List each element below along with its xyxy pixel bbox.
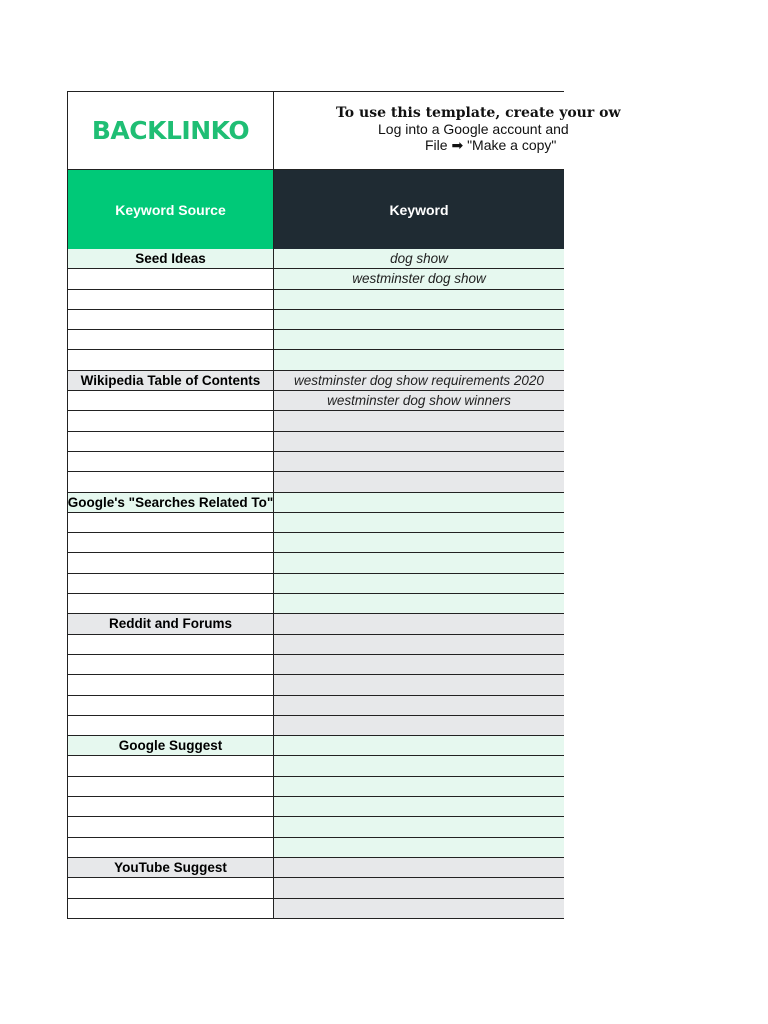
table-body — [68, 249, 564, 919]
keyword-source-cell[interactable] — [68, 432, 274, 451]
keyword-cell[interactable] — [274, 330, 564, 349]
table-row — [68, 533, 564, 553]
table-row — [68, 452, 564, 472]
instructions-line-1: Log into a Google account and — [378, 121, 569, 137]
keyword-cell[interactable] — [274, 675, 564, 694]
keyword-cell[interactable] — [274, 635, 564, 654]
keyword-cell[interactable] — [274, 452, 564, 471]
keyword-source-cell[interactable]: Seed Ideas — [68, 249, 274, 268]
table-row — [68, 472, 564, 492]
table-row — [68, 797, 564, 817]
keyword-cell[interactable] — [274, 716, 564, 735]
keyword-source-cell[interactable] — [68, 655, 274, 674]
keyword-cell[interactable] — [274, 350, 564, 369]
keyword-cell[interactable] — [274, 777, 564, 796]
table-row — [68, 878, 564, 898]
table-row — [68, 696, 564, 716]
backlinko-logo: BACKLINKO — [91, 116, 250, 145]
keyword-cell[interactable] — [274, 594, 564, 613]
keyword-source-cell[interactable] — [68, 411, 274, 430]
keyword-source-cell[interactable] — [68, 533, 274, 552]
table-row — [68, 756, 564, 776]
keyword-cell[interactable]: westminster dog show requirements 2020 — [274, 371, 564, 390]
keyword-cell[interactable] — [274, 574, 564, 593]
table-row — [68, 310, 564, 330]
table-row — [68, 614, 564, 634]
keyword-source-cell[interactable] — [68, 472, 274, 491]
table-row — [68, 736, 564, 756]
table-row — [68, 513, 564, 533]
keyword-source-cell[interactable] — [68, 553, 274, 572]
column-header-keyword[interactable]: Keyword — [274, 170, 564, 249]
keyword-sheet — [67, 91, 621, 919]
keyword-cell[interactable] — [274, 553, 564, 572]
table-row — [68, 635, 564, 655]
keyword-cell[interactable] — [274, 411, 564, 430]
table-row — [68, 817, 564, 837]
keyword-cell[interactable] — [274, 756, 564, 775]
table-row — [68, 675, 564, 695]
keyword-source-cell[interactable]: Google Suggest — [68, 736, 274, 755]
column-header-row — [68, 170, 564, 249]
keyword-source-cell[interactable]: YouTube Suggest — [68, 858, 274, 877]
keyword-cell[interactable] — [274, 858, 564, 877]
keyword-source-cell[interactable] — [68, 777, 274, 796]
keyword-source-cell[interactable] — [68, 635, 274, 654]
keyword-source-cell[interactable] — [68, 716, 274, 735]
keyword-cell[interactable] — [274, 614, 564, 633]
keyword-cell[interactable] — [274, 513, 564, 532]
keyword-source-cell[interactable] — [68, 330, 274, 349]
keyword-cell[interactable] — [274, 797, 564, 816]
table-row — [68, 858, 564, 878]
keyword-cell[interactable]: westminster dog show winners — [274, 391, 564, 410]
table-row — [68, 249, 564, 269]
keyword-source-cell[interactable] — [68, 452, 274, 471]
table-row — [68, 777, 564, 797]
table-row — [68, 432, 564, 452]
keyword-cell[interactable] — [274, 310, 564, 329]
keyword-cell[interactable]: westminster dog show — [274, 269, 564, 288]
keyword-source-cell[interactable] — [68, 269, 274, 288]
column-header-keyword-source[interactable]: Keyword Source — [68, 170, 274, 249]
keyword-cell[interactable]: dog show — [274, 249, 564, 268]
keyword-cell[interactable] — [274, 472, 564, 491]
keyword-cell[interactable] — [274, 493, 564, 512]
keyword-source-cell[interactable] — [68, 290, 274, 309]
sheet-header — [68, 92, 621, 170]
table-row — [68, 574, 564, 594]
instructions-cell — [274, 92, 621, 169]
table-row — [68, 655, 564, 675]
table-row — [68, 391, 564, 411]
keyword-cell[interactable] — [274, 736, 564, 755]
table-row — [68, 350, 564, 370]
keyword-source-cell[interactable] — [68, 696, 274, 715]
keyword-cell[interactable] — [274, 899, 564, 918]
keyword-source-cell[interactable] — [68, 756, 274, 775]
table-row — [68, 838, 564, 858]
keyword-source-cell[interactable] — [68, 675, 274, 694]
table-row — [68, 330, 564, 350]
instructions-title: To use this template, create your ow — [336, 105, 621, 121]
keyword-source-cell[interactable] — [68, 878, 274, 897]
table-row — [68, 899, 564, 919]
keyword-source-cell[interactable] — [68, 350, 274, 369]
table-row — [68, 290, 564, 310]
instructions-line-2: File ➡ "Make a copy" — [425, 137, 557, 153]
keyword-cell[interactable] — [274, 696, 564, 715]
keyword-source-cell[interactable]: Wikipedia Table of Contents — [68, 371, 274, 390]
table-row — [68, 493, 564, 513]
table-row — [68, 716, 564, 736]
table-row — [68, 371, 564, 391]
keyword-source-cell[interactable] — [68, 310, 274, 329]
keyword-source-cell[interactable] — [68, 513, 274, 532]
table-row — [68, 594, 564, 614]
keyword-cell[interactable] — [274, 290, 564, 309]
keyword-source-cell[interactable]: Google's "Searches Related To" — [68, 493, 274, 512]
keyword-source-cell[interactable] — [68, 594, 274, 613]
keyword-cell[interactable] — [274, 838, 564, 857]
logo-cell — [68, 92, 274, 169]
keyword-cell[interactable] — [274, 655, 564, 674]
table-row — [68, 553, 564, 573]
keyword-source-cell[interactable] — [68, 574, 274, 593]
keyword-source-cell[interactable] — [68, 899, 274, 918]
keyword-cell[interactable] — [274, 878, 564, 897]
keyword-cell[interactable] — [274, 817, 564, 836]
keyword-cell[interactable] — [274, 432, 564, 451]
table-row — [68, 411, 564, 431]
keyword-cell[interactable] — [274, 533, 564, 552]
keyword-source-cell[interactable] — [68, 391, 274, 410]
keyword-source-cell[interactable] — [68, 817, 274, 836]
keyword-source-cell[interactable]: Reddit and Forums — [68, 614, 274, 633]
keyword-source-cell[interactable] — [68, 797, 274, 816]
keyword-source-cell[interactable] — [68, 838, 274, 857]
table-row — [68, 269, 564, 289]
